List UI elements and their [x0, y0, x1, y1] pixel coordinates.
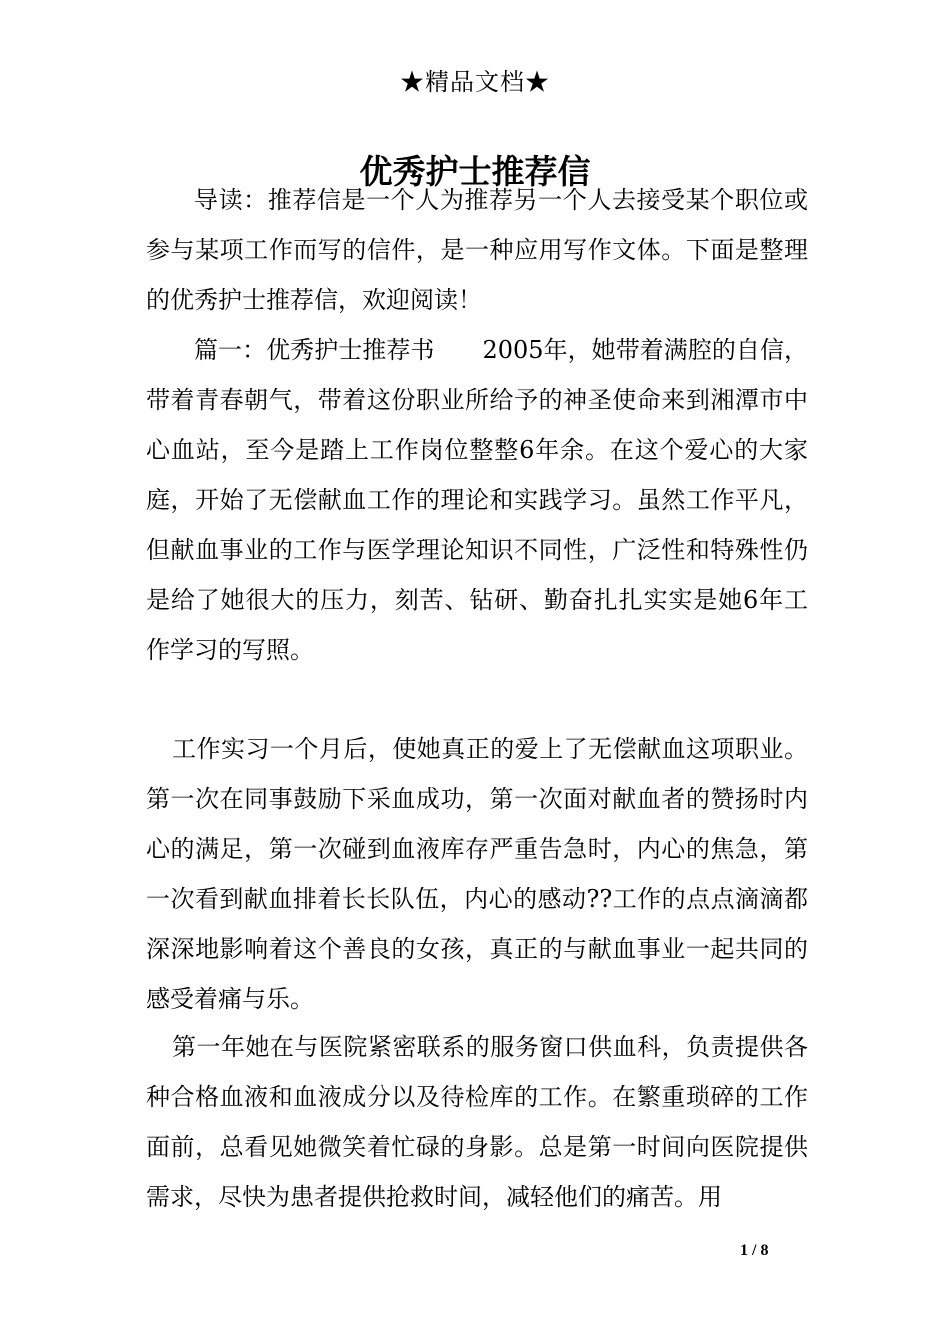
paragraph-part-one: 篇一：优秀护士推荐书 2005年，她带着满腔的自信，带着青春朝气，带着这份职业所给予的神圣使命来到湘潭市中心血站，至今是踏上工作岗位整整6年余。在这个爱心的大家庭，开始了无偿献血工作的理论和实践学习。虽然工作平凡，但献血事业的工作与医学理论知识不同性，广泛性和特殊性仍是给了她很大的压力，刻苦、钻研、勤奋扎扎实实是她6年工作学习的写照。 — [146, 336, 808, 664]
page-number: 1 / 8 — [740, 1242, 769, 1259]
paragraph-intro: 导读：推荐信是一个人为推荐另一个人去接受某个职位或参与某项工作而写的信件，是一种应用写作文体。下面是整理的优秀护士推荐信，欢迎阅读！ — [146, 186, 808, 314]
paragraph-internship: 工作实习一个月后，使她真正的爱上了无偿献血这项职业。第一次在同事鼓励下采血成功，第一次面对献血者的赞扬时内心的满足，第一次碰到血液库存严重告急时，内心的焦急，第一次看到献血排着长长队伍，内心的感动??工作的点点滴滴都深深地影响着这个善良的女孩，真正的与献血事业一起共同的感受着痛与乐。 — [146, 735, 808, 1013]
paragraph-first-year: 第一年她在与医院紧密联系的服务窗口供血科，负责提供各种合格血液和血液成分以及待检库的工作。在繁重琐碎的工作面前，总看见她微笑着忙碌的身影。总是第一时间向医院提供需求，尽快为患者提供抢救时间，减轻他们的痛苦。用 — [146, 1033, 808, 1211]
document-title: 优秀护士推荐信 — [359, 152, 591, 192]
header-mark: ★精品文档★ — [400, 68, 550, 96]
